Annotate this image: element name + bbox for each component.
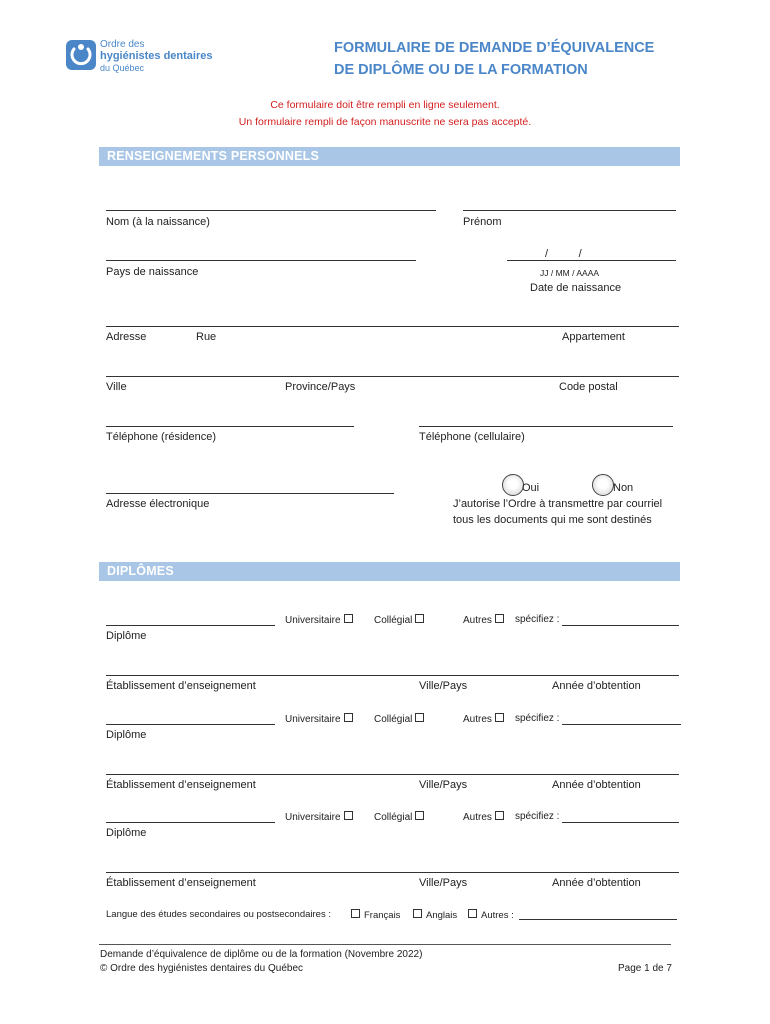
ville-pays-3-label: Ville/Pays — [419, 877, 468, 889]
authorize-line2: tous les documents qui me sont destinés — [453, 514, 652, 526]
code-postal-label: Code postal — [559, 381, 618, 393]
authorize-line1: J’autorise l’Ordre à transmettre par courriel — [453, 498, 663, 510]
ville-pays-1-label: Ville/Pays — [419, 680, 468, 692]
non-label: Non — [613, 482, 634, 494]
diplome-1-field[interactable] — [106, 625, 275, 626]
province-label: Province/Pays — [285, 381, 356, 393]
checkbox-icon[interactable] — [495, 713, 504, 722]
logo — [66, 39, 213, 86]
tel-residence-label: Téléphone (résidence) — [106, 431, 217, 443]
page-number: Page 1 de 7 — [618, 963, 672, 974]
etablissement-2-label: Établissement d’enseignement — [106, 779, 256, 791]
collegial-2[interactable]: Collégial — [374, 713, 424, 725]
universitaire-3[interactable]: Universitaire — [285, 811, 353, 823]
checkbox-icon[interactable] — [351, 909, 360, 918]
pays-field[interactable] — [106, 260, 416, 261]
diplome-3-label: Diplôme — [106, 827, 147, 839]
francais-option[interactable]: Français — [351, 909, 400, 921]
section-diplomes-title: DIPLÔMES — [107, 564, 174, 578]
diplome-3-field[interactable] — [106, 822, 275, 823]
ville-pays-2-label: Ville/Pays — [419, 779, 468, 791]
logo-line3: du Québec — [100, 63, 145, 73]
annee-3-label: Année d’obtention — [552, 877, 641, 889]
courriel-label: Adresse électronique — [106, 498, 210, 510]
anglais-option[interactable]: Anglais — [413, 909, 457, 921]
section-diplomes-header — [99, 562, 680, 581]
universitaire-2[interactable]: Universitaire — [285, 713, 353, 725]
checkbox-icon[interactable] — [344, 614, 353, 623]
date-field[interactable] — [507, 260, 676, 261]
footer-divider — [99, 944, 671, 945]
adresse-label: Adresse — [106, 331, 147, 343]
etablissement-1-label: Établissement d’enseignement — [106, 680, 256, 692]
adresse-field[interactable] — [106, 326, 679, 327]
pays-label: Pays de naissance — [106, 266, 199, 278]
notice-line1: Ce formulaire doit être rempli en ligne seulement. — [270, 99, 500, 111]
oui-label: Oui — [522, 482, 540, 494]
non-radio[interactable] — [592, 474, 614, 496]
footer-line2: © Ordre des hygiénistes dentaires du Québec — [100, 963, 304, 974]
diplome-1-label: Diplôme — [106, 630, 147, 642]
collegial-3[interactable]: Collégial — [374, 811, 424, 823]
specifiez-1: spécifiez : — [515, 614, 560, 625]
checkbox-icon[interactable] — [495, 614, 504, 623]
checkbox-icon[interactable] — [415, 713, 424, 722]
autres-langue-field[interactable] — [519, 919, 677, 920]
logo-line2: hygiénistes dentaires — [100, 50, 213, 62]
annee-2-label: Année d’obtention — [552, 779, 641, 791]
page-title-line1: FORMULAIRE DE DEMANDE D’ÉQUIVALENCE — [334, 40, 655, 56]
specifiez-2-field[interactable] — [562, 724, 681, 725]
oui-radio[interactable] — [502, 474, 524, 496]
annee-1-label: Année d’obtention — [552, 680, 641, 692]
date-format: JJ / MM / AAAA — [540, 268, 600, 278]
prenom-field[interactable] — [463, 210, 676, 211]
nom-field[interactable] — [106, 210, 436, 211]
ville-label: Ville — [106, 381, 127, 393]
specifiez-2: spécifiez : — [515, 713, 560, 724]
checkbox-icon[interactable] — [344, 811, 353, 820]
checkbox-icon[interactable] — [413, 909, 422, 918]
logo-icon — [66, 40, 96, 70]
autres-langue-option[interactable]: Autres : — [468, 909, 514, 921]
footer-line1: Demande d’équivalence de diplôme ou de la formation (Novembre 2022) — [100, 949, 423, 960]
etablissement-3-field[interactable] — [106, 872, 679, 873]
universitaire-1[interactable]: Universitaire — [285, 614, 353, 626]
logo-line1: Ordre des — [100, 39, 145, 50]
ville-field[interactable] — [106, 376, 679, 377]
nom-label: Nom (à la naissance) — [106, 216, 210, 228]
courriel-field[interactable] — [106, 493, 394, 494]
date-slashes: / / — [545, 248, 582, 260]
tel-cellulaire-field[interactable] — [419, 426, 673, 427]
checkbox-icon[interactable] — [495, 811, 504, 820]
specifiez-3-field[interactable] — [562, 822, 679, 823]
checkbox-icon[interactable] — [415, 614, 424, 623]
autres-2[interactable]: Autres — [463, 713, 504, 725]
etablissement-1-field[interactable] — [106, 675, 679, 676]
checkbox-icon[interactable] — [415, 811, 424, 820]
diplome-2-label: Diplôme — [106, 729, 147, 741]
diplome-2-field[interactable] — [106, 724, 275, 725]
collegial-1[interactable]: Collégial — [374, 614, 424, 626]
date-label: Date de naissance — [530, 282, 622, 294]
section-personal-header — [99, 147, 680, 166]
checkbox-icon[interactable] — [468, 909, 477, 918]
tel-cellulaire-label: Téléphone (cellulaire) — [419, 431, 525, 443]
page-title-line2: DE DIPLÔME OU DE LA FORMATION — [334, 62, 588, 78]
checkbox-icon[interactable] — [344, 713, 353, 722]
autres-1[interactable]: Autres — [463, 614, 504, 626]
langue-label: Langue des études secondaires ou postsecondaires : — [106, 909, 331, 920]
specifiez-1-field[interactable] — [562, 625, 679, 626]
appartement-label: Appartement — [562, 331, 625, 343]
specifiez-3: spécifiez : — [515, 811, 560, 822]
rue-label: Rue — [196, 331, 217, 343]
notice-line2: Un formulaire rempli de façon manuscrite ne sera pas accepté. — [238, 116, 532, 128]
etablissement-2-field[interactable] — [106, 774, 679, 775]
prenom-label: Prénom — [463, 216, 502, 228]
section-personal-title: RENSEIGNEMENTS PERSONNELS — [107, 149, 319, 163]
tel-residence-field[interactable] — [106, 426, 354, 427]
autres-3[interactable]: Autres — [463, 811, 504, 823]
etablissement-3-label: Établissement d’enseignement — [106, 877, 256, 889]
